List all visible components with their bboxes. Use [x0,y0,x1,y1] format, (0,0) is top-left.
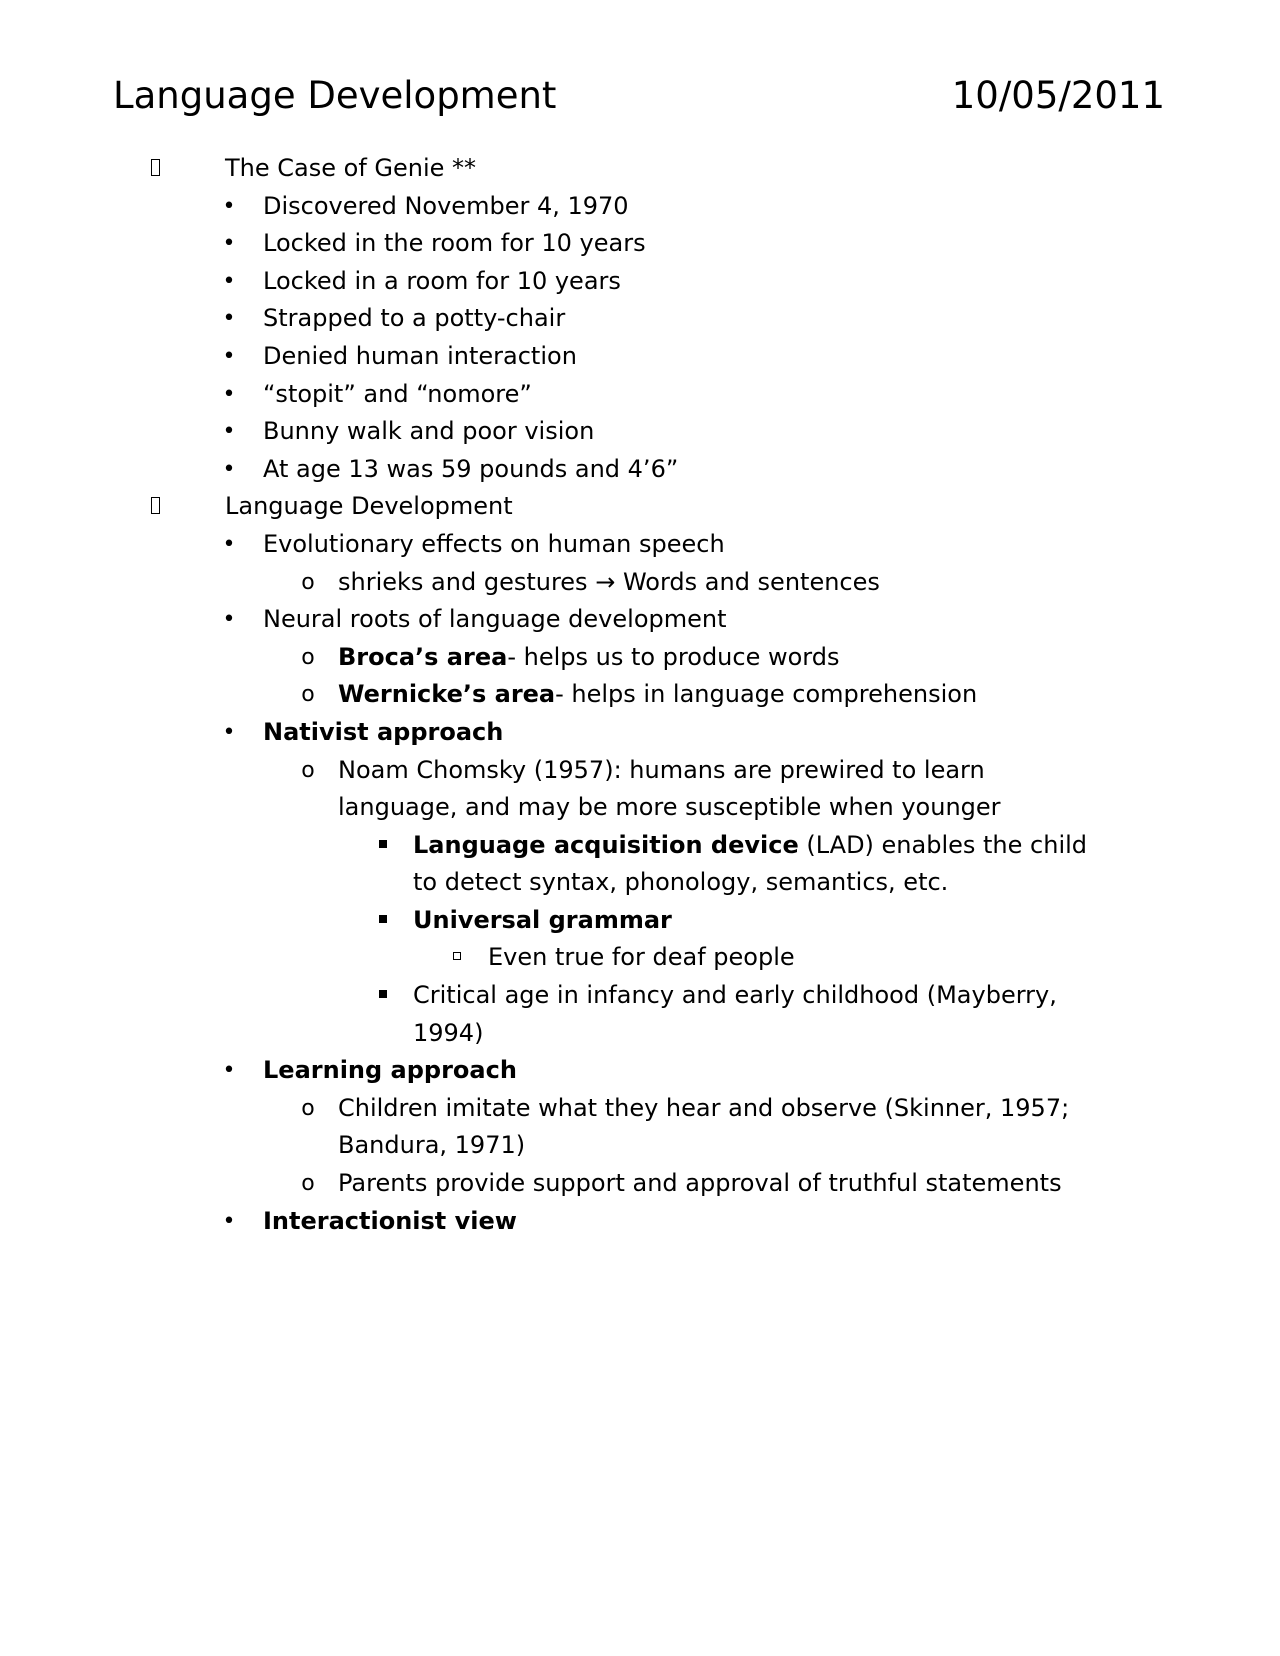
list-item [0,676,1280,714]
list-item [0,413,1280,451]
bullet-icon: • [222,531,236,557]
bullet-icon: • [222,268,236,294]
list-item [0,714,1280,752]
hollow-square-bullet-icon [447,939,467,977]
list-item-text: Language acquisition device (LAD) enables the child [413,830,1088,859]
list-item-text: Evolutionary effects on human speech [263,529,725,558]
list-item-continuation [0,864,1280,902]
bullet-icon: • [222,419,236,445]
bullet-icon: • [222,343,236,369]
heading-text: The Case of Genie ** [225,154,477,182]
outline-heading-genie [0,150,1280,188]
list-item [0,1203,1280,1241]
circle-bullet-icon: o [301,644,315,670]
list-item [0,526,1280,564]
page-date: 10/05/2011 [951,74,1165,117]
list-item-text: Parents provide support and approval of truthful statements [338,1169,1062,1198]
arrow-right-icon: → [595,567,616,596]
list-item [0,451,1280,489]
term-broca: Broca’s area [338,642,508,671]
circle-bullet-icon: o [301,1171,315,1197]
outline-heading-language-development [0,488,1280,526]
list-item-text: 1994) [413,1018,484,1047]
list-item-text: Broca’s area- helps us to produce words [338,642,840,671]
bullet-icon: • [222,306,236,332]
list-item-text: Critical age in infancy and early childhood (Mayberry, [413,981,1057,1010]
bullet-icon: • [222,1058,236,1084]
list-item-text: Wernicke’s area- helps in language comprehension [338,680,978,709]
list-item-text: shrieks and gestures → Words and sentences [338,567,880,596]
bullet-icon: • [222,719,236,745]
list-item-continuation [0,1015,1280,1053]
square-bullet-icon [373,902,393,940]
list-item [0,752,1280,790]
list-item-text: Even true for deaf people [488,943,795,972]
bullet-icon: • [222,456,236,482]
list-item-continuation [0,789,1280,827]
list-item [0,225,1280,263]
list-item-text: Noam Chomsky (1957): humans are prewired to learn [338,755,985,784]
list-item-text: Learning approach [263,1056,517,1085]
list-item-text: At age 13 was 59 pounds and 4’6” [263,454,679,483]
list-item-text: Discovered November 4, 1970 [263,191,629,220]
list-item [0,1165,1280,1203]
notes-outline [0,150,1280,1240]
bullet-icon: • [222,1208,236,1234]
list-item [0,188,1280,226]
list-item-text: Neural roots of language development [263,605,727,634]
list-item-text: to detect syntax, phonology, semantics, etc. [413,868,949,897]
list-item-continuation [0,1127,1280,1165]
list-item [0,939,1280,977]
list-item [0,376,1280,414]
list-item-text: Bandura, 1971) [338,1131,526,1160]
list-item [0,639,1280,677]
square-bullet-icon [373,977,393,1015]
list-item [0,1052,1280,1090]
list-item [0,263,1280,301]
bullet-icon: • [222,231,236,257]
bullet-icon: • [222,607,236,633]
square-bullet-icon [373,827,393,865]
circle-bullet-icon: o [301,757,315,783]
list-item [0,1090,1280,1128]
heading-text: Language Development [225,492,513,521]
list-item-text: Children imitate what they hear and observe (Skinner, 1957; [338,1093,1070,1122]
bracket-box-icon [145,150,165,188]
list-item [0,564,1280,602]
list-item [0,827,1280,865]
list-item-text: “stopit” and “nomore” [263,379,532,408]
circle-bullet-icon: o [301,682,315,708]
list-item [0,338,1280,376]
document-header [113,70,1165,122]
list-item-text: Interactionist view [263,1206,517,1235]
list-item [0,977,1280,1015]
list-item-text: Universal grammar [413,905,672,934]
list-item-text: Locked in a room for 10 years [263,266,621,295]
list-item [0,601,1280,639]
list-item-text: Nativist approach [263,717,504,746]
circle-bullet-icon: o [301,569,315,595]
term-wernicke: Wernicke’s area [338,680,556,709]
page-title: Language Development [113,74,557,117]
list-item-text: Locked in the room for 10 years [263,229,646,258]
bullet-icon: • [222,193,236,219]
list-item-text: language, and may be more susceptible when younger [338,793,1001,822]
list-item-text: Denied human interaction [263,341,577,370]
list-item-text: Bunny walk and poor vision [263,417,595,446]
list-item [0,300,1280,338]
list-item-text: Strapped to a potty-chair [263,304,566,333]
bracket-box-icon [145,488,165,526]
bullet-icon: • [222,381,236,407]
term-lad: Language acquisition device [413,830,799,859]
list-item [0,902,1280,940]
circle-bullet-icon: o [301,1095,315,1121]
